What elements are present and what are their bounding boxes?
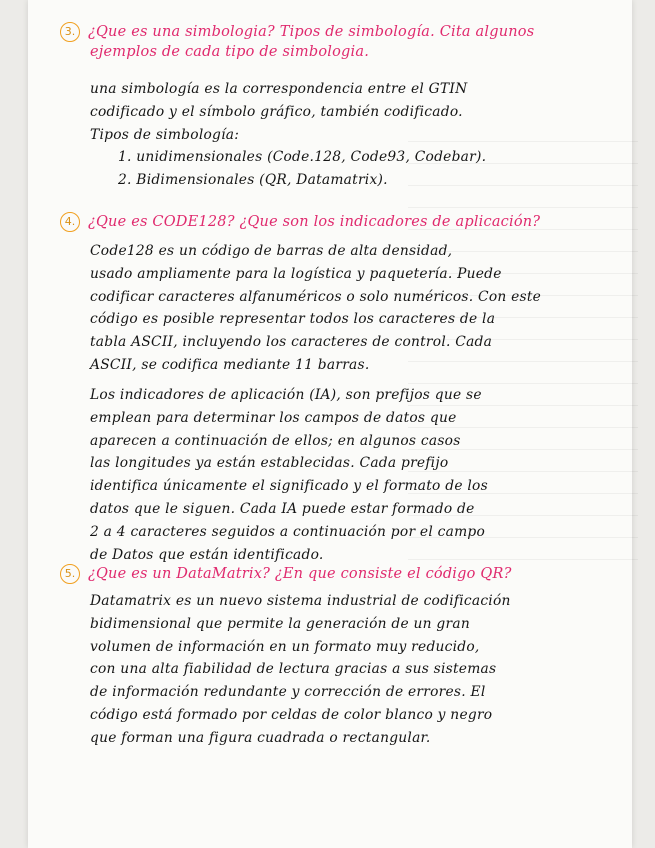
q5-line-6: código está formado por celdas de color blanco y negro: [90, 706, 493, 723]
question-5-answer: [90, 590, 620, 750]
q4-p2-line-1: Los indicadores de aplicación (IA), son prefijos que se: [90, 387, 482, 403]
q5-line-1: Datamatrix es un nuevo sistema industrial de codificación: [90, 593, 511, 609]
question-3-answer: [90, 78, 620, 192]
question-5-heading-line1: ¿Que es un DataMatrix? ¿En que consiste el código QR?: [88, 566, 512, 582]
q5-line-7: que forman una figura cuadrada o rectangular.: [90, 729, 431, 746]
q4-p2-line-4: las longitudes ya están establecidas. Cada prefijo: [90, 455, 449, 472]
question-4-heading-line1: ¿Que es CODE128? ¿Que son los indicadores de aplicación?: [88, 214, 541, 230]
q4-p1-line-1: Code128 es un código de barras de alta densidad,: [90, 243, 453, 259]
q4-p1-line-3: codificar caracteres alfanuméricos o solo numéricos. Con este: [90, 288, 542, 305]
question-3-heading-line2: ejemplos de cada tipo de simbologia.: [90, 44, 370, 60]
q5-line-3: volumen de información en un formato muy reducido,: [90, 638, 480, 655]
q4-p1-line-4: código es posible representar todos los caracteres de la: [90, 311, 496, 328]
q4-p1-line-2: usado ampliamente para la logística y paquetería. Puede: [90, 265, 502, 282]
question-5-heading: [88, 564, 512, 584]
q3-line-3: Tipos de simbología:: [90, 126, 240, 143]
q3-list-item-1: 1. unidimensionales (Code.128, Code93, Codebar).: [118, 149, 487, 166]
q4-p2-line-3: aparecen a continuación de ellos; en algunos casos: [90, 432, 461, 449]
q5-line-2: bidimensional que permite la generación de un gran: [90, 615, 470, 632]
q3-line-1: una simbología es la correspondencia entre el GTIN: [90, 81, 468, 97]
question-3-heading: [88, 22, 534, 62]
notebook-page: [28, 0, 632, 848]
question-4-answer-paragraph-1: [90, 240, 620, 377]
question-4-heading: [88, 212, 540, 232]
q4-p1-line-6: ASCII, se codifica mediante 11 barras.: [90, 356, 370, 373]
q3-line-2: codificado y el símbolo gráfico, también codificado.: [90, 103, 463, 120]
question-3-number: 3.: [60, 22, 80, 42]
q4-p2-line-8: de Datos que están identificado.: [90, 546, 324, 563]
question-4-answer-paragraph-2: [90, 384, 620, 566]
q4-p1-line-5: tabla ASCII, incluyendo los caracteres de control. Cada: [90, 334, 493, 351]
q4-p2-line-2: emplean para determinar los campos de datos que: [90, 409, 457, 426]
question-4-number: 4.: [60, 212, 80, 232]
q4-p2-line-6: datos que le siguen. Cada IA puede estar formado de: [90, 500, 475, 517]
q5-line-4: con una alta fiabilidad de lectura gracias a sus sistemas: [90, 661, 497, 678]
q4-p2-line-7: 2 a 4 caracteres seguidos a continuación por el campo: [90, 523, 486, 540]
question-5-number: 5.: [60, 564, 80, 584]
question-3-heading-line1: ¿Que es una simbologia? Tipos de simbología. Cita algunos: [88, 24, 535, 40]
q3-list-item-2: 2. Bidimensionales (QR, Datamatrix).: [118, 172, 388, 189]
q5-line-5: de información redundante y corrección de errores. El: [90, 684, 486, 701]
q4-p2-line-5: identifica únicamente el significado y el formato de los: [90, 478, 488, 495]
